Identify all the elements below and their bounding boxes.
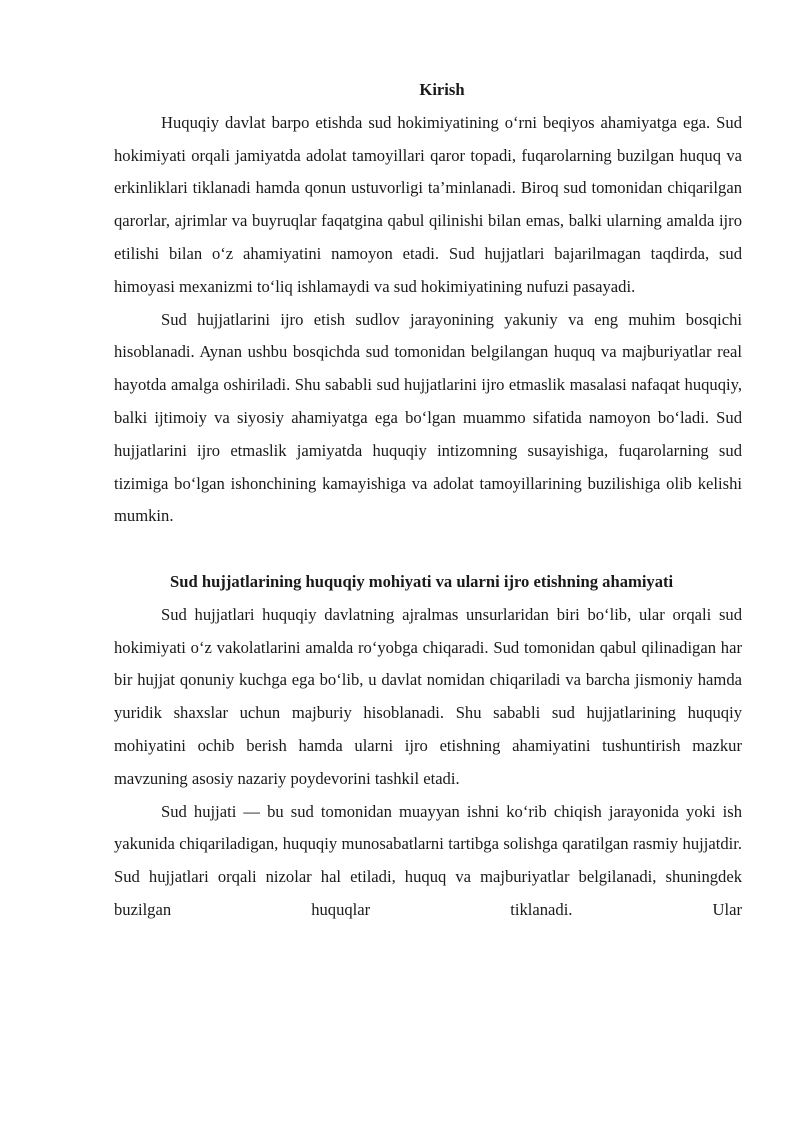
intro-heading: Kirish xyxy=(419,80,465,99)
intro-paragraph-1: Huquqiy davlat barpo etishda sud hokimiyatining o‘rni beqiyos ahamiyatga ega. Sud hokimiyati orqali jamiyatda adolat tamoyillari qaror topadi, fuqarolarning buzilgan huquq va erkinliklari tiklanadi hamda qonun ustuvorligi ta’minlanadi. Biroq sud tomonidan chiqarilgan qarorlar, ajrimlar va buyruqlar faqatgina qabul qilinishi bilan emas, balki ularning amalda ijro etilishi bilan o‘z ahamiyatini namoyon etadi. Sud hujjatlari bajarilmagan taqdirda, sud himoyasi mexanizmi to‘liq ishlamaydi va sud hokimiyatining nufuzi pasayadi. xyxy=(114,112,742,296)
section-paragraph-1: Sud hujjatlari huquqiy davlatning ajralmas unsurlaridan biri bo‘lib, ular orqali sud hokimiyati o‘z vakolatlarini amalda ro‘yobga chiqaradi. Sud tomonidan qabul qilinadigan har bir hujjat qonuniy kuchga ega bo‘lib, u davlat nomidan chiqariladi va barcha jismoniy hamda yuridik shaxslar uchun majburiy hisoblanadi. Shu sababli sud hujjatlarining huquqiy mohiyatini ochib berish hamda ularni ijro etishning ahamiyatini tushuntirish mazkur mavzuning asosiy nazariy poydevorini tashkil etadi. xyxy=(114,604,742,788)
section-heading: Sud hujjatlarining huquqiy mohiyati va ularni ijro etishning ahamiyati xyxy=(170,571,674,591)
intro-paragraph-2: Sud hujjatlarini ijro etish sudlov jarayonining yakuniy va eng muhim bosqichi hisoblanadi. Aynan ushbu bosqichda sud tomonidan belgilangan huquq va majburiyatlar real hayotda amalga oshiriladi. Shu sababli sud hujjatlarini ijro etmaslik masalasi nafaqat huquqiy, balki ijtimoiy va siyosiy ahamiyatga ega bo‘lgan muammo sifatida namoyon bo‘ladi. Sud hujjatlarini ijro etmaslik jamiyatda huquqiy intizomning susayishiga, fuqarolarning sud tizimiga bo‘lgan ishonchining kamayishiga va adolat tamoyillarining buzilishiga olib kelishi mumkin. xyxy=(114,309,742,526)
section-paragraph-2: Sud hujjati — bu sud tomonidan muayyan ishni ko‘rib chiqish jarayonida yoki ish yakunida chiqariladigan, huquqiy munosabatlarni tartibga solishga qaratilgan rasmiy hujjatdir. Sud hujjatlari orqali nizolar hal etiladi, huquq va majburiyatlar belgilanadi, shuningdek buzilgan huquqlar tiklanadi. Ular xyxy=(114,801,742,919)
document-page xyxy=(114,74,742,927)
